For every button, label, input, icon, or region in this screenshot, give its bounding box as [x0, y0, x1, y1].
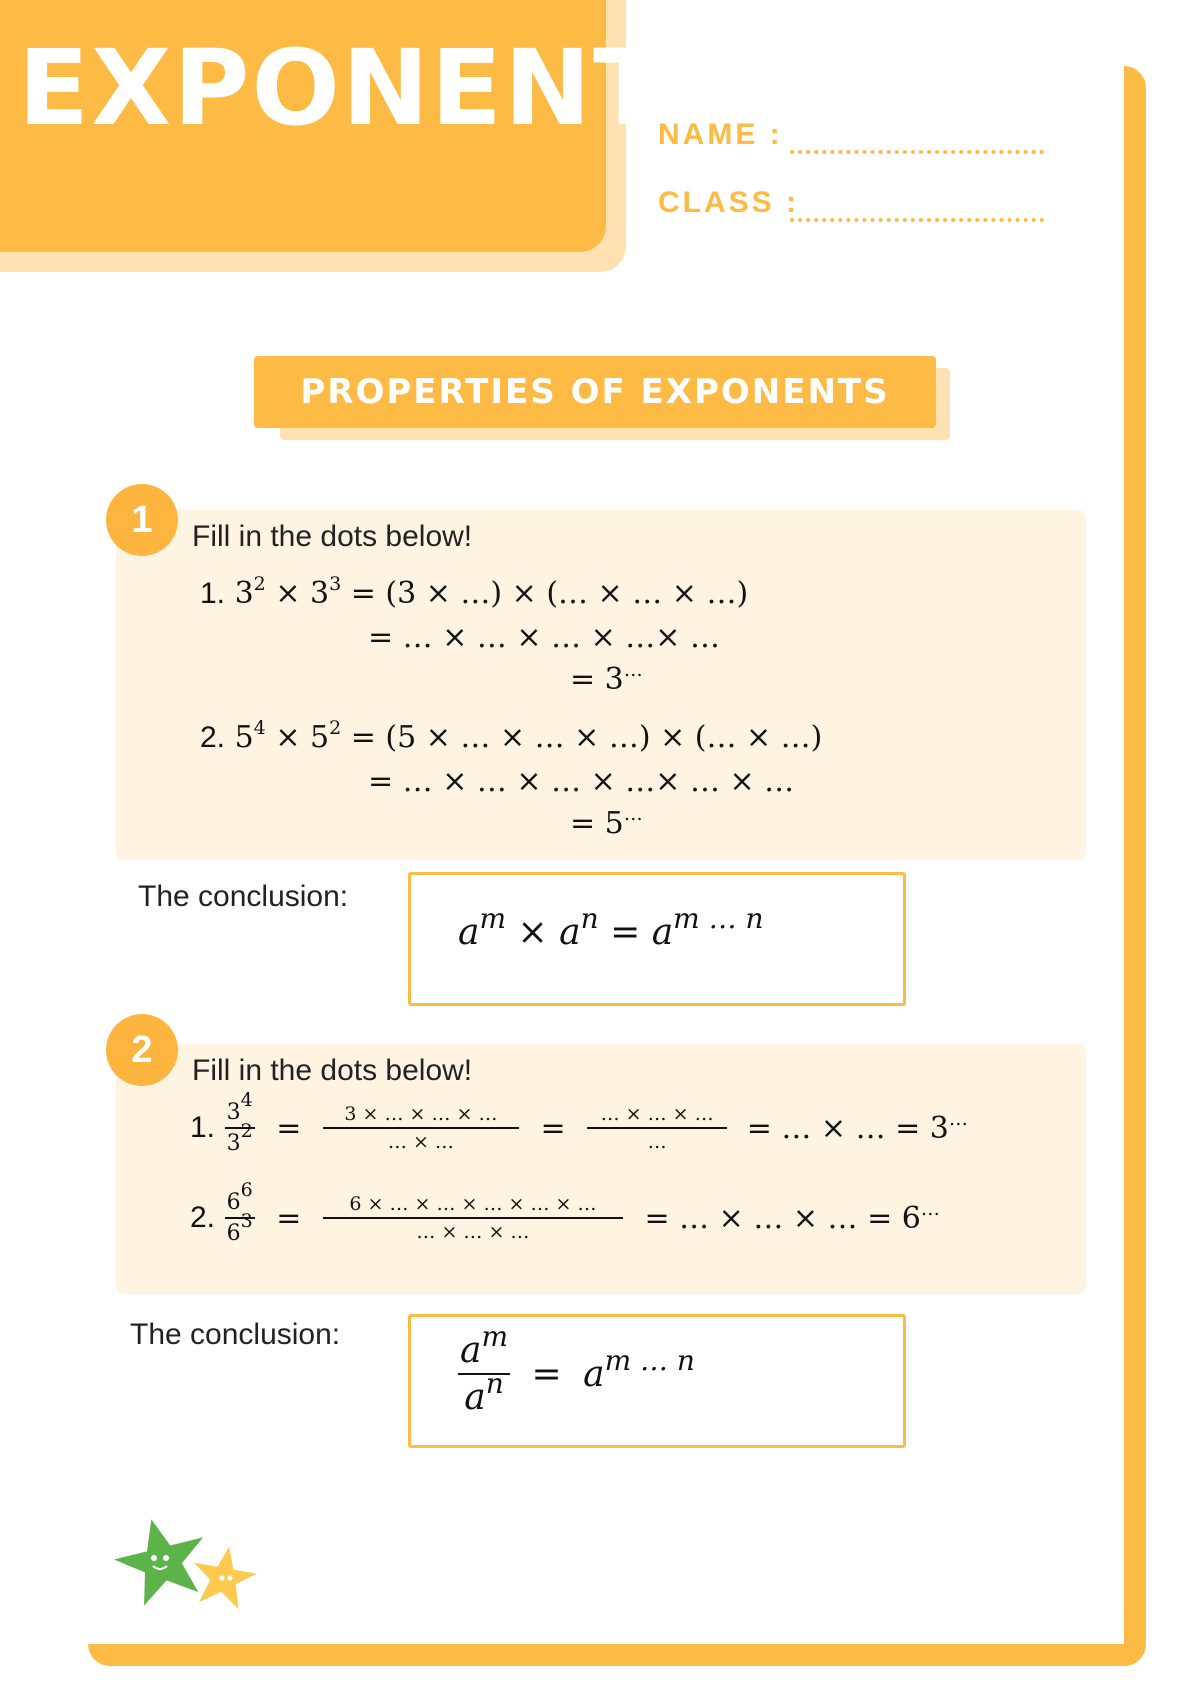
name-field[interactable]: [790, 150, 1044, 154]
worksheet-title: EXPONENT: [18, 27, 666, 149]
page-frame-bottom: [88, 1644, 1146, 1666]
q2-p2-fraction-2: $\frac{6 \times \dots \times \dots \times \dots \times \dots \times \dots}{\dots \times \dots \times \dots}$: [323, 1193, 623, 1243]
q2-p1-fraction-3: $\frac{\dots \times \dots \times \dots}{\dots}$: [587, 1103, 727, 1153]
section-title-bar: [254, 356, 936, 428]
q2-conclusion-label: The conclusion:: [130, 1318, 341, 1351]
q1-problem-1-line-1: 1. $3^2 \times 3^3 = (3$ × …) × (… × … × …): [200, 573, 749, 611]
q1-problem-2-line-1: 2. $5^4 \times 5^2 = (5$ × … × … × …) × (… × …): [200, 717, 823, 755]
q1-problem-1-line-2: = … × … × … × …× …: [368, 620, 720, 655]
star-green-icon: [110, 1514, 216, 1610]
q1-problem-1-line-3: = 3…: [570, 659, 643, 697]
q2-p1-fraction-2: $\frac{3 \times \dots \times \dots \times \dots}{\dots \times \dots}$: [323, 1103, 519, 1153]
q1-conclusion-label: The conclusion:: [138, 880, 349, 913]
q1-conclusion-formula: $a^m \times a^n = a^{m \dots n}$: [458, 902, 764, 953]
q2-p2-fraction-1: $\frac{6^6}{6^3}$: [226, 1179, 253, 1246]
q2-problem-1: 1. $\frac{3^4}{3^2}$ = $\frac{3 \times \dots \times \dots \times \dots}{\dots \times \dots}$ = $\frac{\dots \times \dots \times \dots}{\dots}$ = … × … = 3…: [190, 1089, 968, 1156]
q2-problem-2: 2. $\frac{6^6}{6^3}$ = $\frac{6 \times \dots \times \dots \times \dots \times \dots \times \dots}{\dots \times \dots \times \dots}$ = … × … × … = 6…: [190, 1179, 940, 1246]
question-1-badge: 1: [106, 484, 178, 556]
star-yellow-icon: [187, 1541, 260, 1611]
class-field[interactable]: [790, 218, 1044, 222]
decorative-stars: [110, 1514, 270, 1624]
page-frame-right: [1124, 66, 1146, 1666]
section-title: PROPERTIES OF EXPONENTS: [300, 372, 890, 412]
question-2-instruction: Fill in the dots below!: [192, 1054, 473, 1087]
class-label: CLASS :: [658, 186, 799, 219]
question-2-badge: 2: [106, 1014, 178, 1086]
question-1-instruction: Fill in the dots below!: [192, 520, 473, 553]
q1-problem-2-line-2: = … × … × … × …× … × …: [368, 764, 795, 799]
q1-problem-2-line-3: = 5…: [570, 803, 643, 841]
q2-conclusion-formula: $\frac{a^m}{a^n}$ = $a^{m \dots n}$: [460, 1320, 695, 1418]
q2-p1-fraction-1: $\frac{3^4}{3^2}$: [226, 1089, 253, 1156]
name-label: NAME :: [658, 118, 783, 151]
